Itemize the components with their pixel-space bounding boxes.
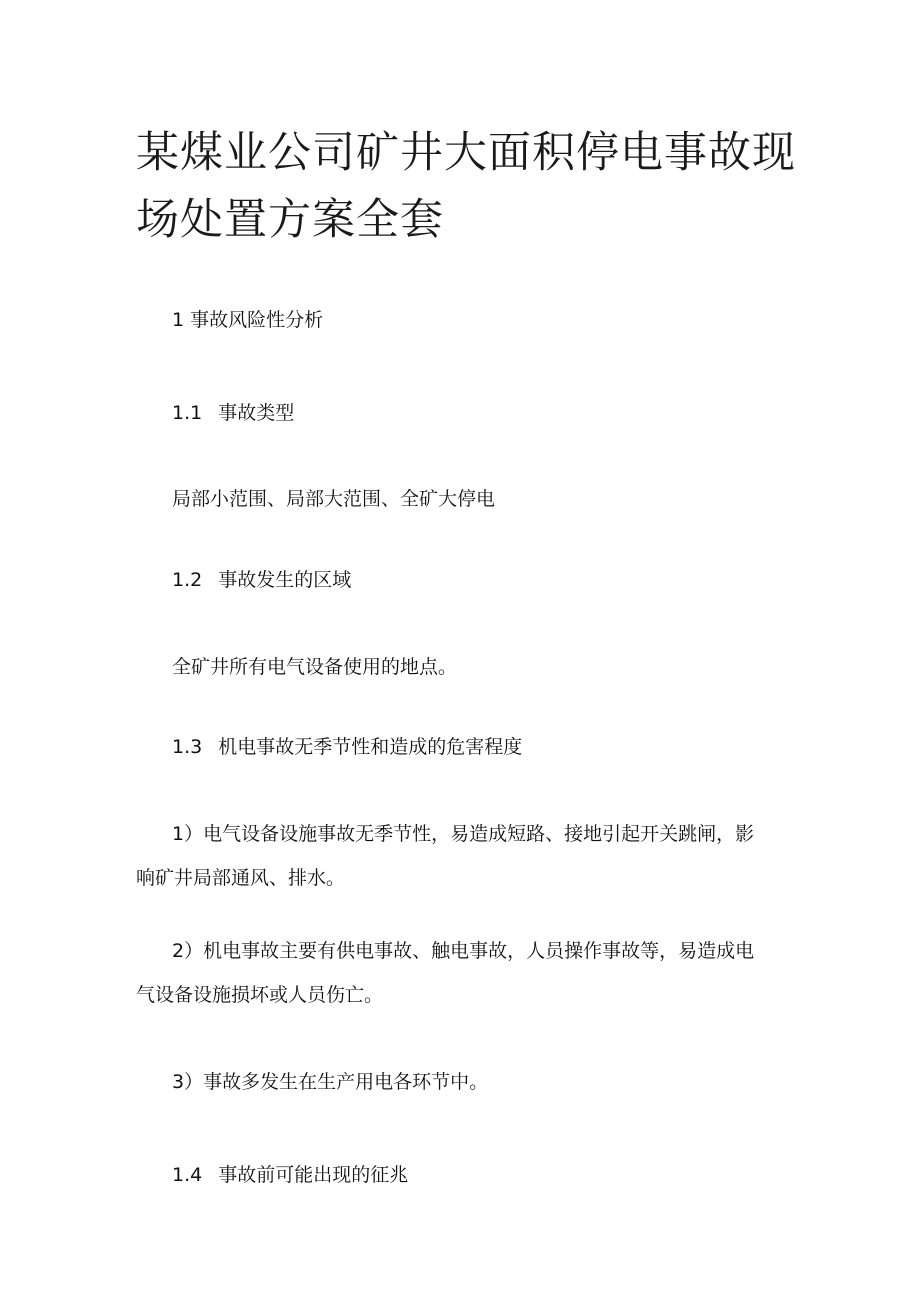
list-item-1 — [136, 812, 788, 900]
section-heading-1-1 — [172, 402, 294, 424]
list-item-1-line-1: 1）电气设备设施事故无季节性，易造成短路、接地引起开关跳闸，影 — [172, 823, 755, 845]
section-number: 1.1 — [172, 402, 203, 424]
paragraph-accident-types: 局部小范围、局部大范围、全矿大停电 — [172, 488, 496, 510]
paragraph-accident-area: 全矿井所有电气设备使用的地点。 — [172, 656, 458, 678]
list-item-2-line-1: 2）机电事故主要有供电事故、触电事故，人员操作事故等，易造成电 — [172, 940, 755, 962]
list-item-1-line-2: 响矿井局部通风、排水。 — [136, 867, 346, 889]
section-title: 事故前可能出现的征兆 — [218, 1164, 409, 1186]
list-item-3: 3）事故多发生在生产用电各环节中。 — [172, 1071, 489, 1093]
section-title: 机电事故无季节性和造成的危害程度 — [218, 736, 523, 758]
section-heading-1: 1 事故风险性分析 — [172, 309, 324, 331]
section-title: 事故类型 — [218, 402, 295, 424]
section-heading-1-4 — [172, 1164, 408, 1186]
section-title: 事故发生的区域 — [218, 569, 352, 591]
document-title — [136, 120, 796, 254]
section-number: 1.4 — [172, 1164, 203, 1186]
title-line-2: 场处置方案全套 — [136, 195, 444, 245]
list-item-2 — [136, 929, 788, 1017]
section-heading-1-3 — [172, 736, 522, 758]
section-number: 1.3 — [172, 736, 203, 758]
section-heading-1-2 — [172, 569, 351, 591]
list-item-2-line-2: 气设备设施损坏或人员伤亡。 — [136, 984, 384, 1006]
title-line-1: 某煤业公司矿井大面积停电事故现 — [136, 128, 796, 178]
section-number: 1.2 — [172, 569, 203, 591]
